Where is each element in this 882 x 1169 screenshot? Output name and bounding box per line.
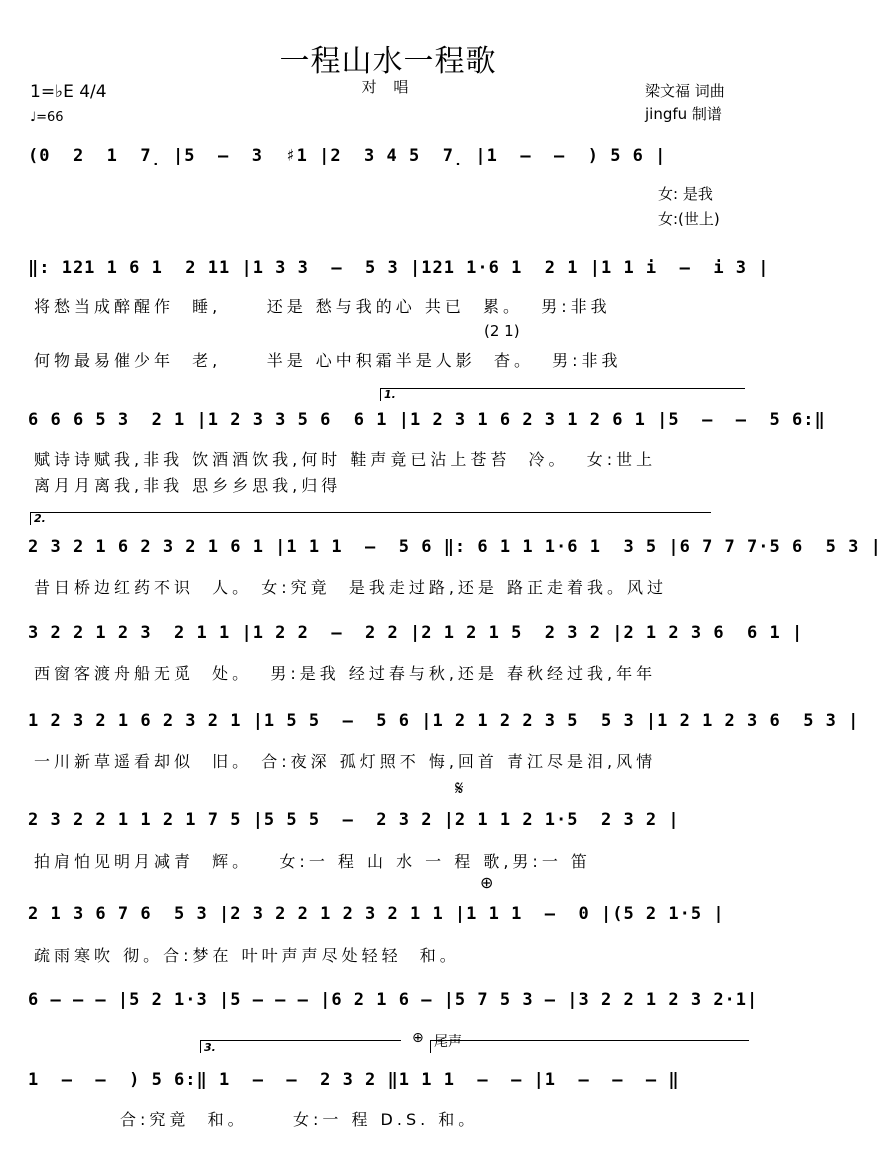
- second-ending-label: 2.: [34, 512, 46, 525]
- part-label-female-2: 女:(世上): [658, 210, 720, 228]
- system-3-notes: 2 3 2 1 6 2 3 2 1 6 1 |1 1 1 – 5 6 ‖: 6 1 1 1·6 1 3 5 |6 7 7 7·5 6 5 3 |: [28, 537, 882, 557]
- song-subtitle: 对 唱: [361, 78, 415, 96]
- system-9-notes: 1 – – ) 5 6:‖ 1 – – 2 3 2 ‖1 1 1 – – |1 – – – ‖: [28, 1070, 680, 1090]
- system-1-notes: ‖: 121 1 6 1 2 11 |1 3 3 – 5 3 |121 1·6 1 2 1 |1 1 i – i 3 |: [28, 258, 770, 278]
- coda-sign-end: ⊕: [412, 1030, 424, 1046]
- key-signature: 1=♭E 4/4: [30, 82, 107, 102]
- intro-notes: (0 2 1 7̣ |5 – 3 ♯1 |2 3 4 5 7̣ |1 – – ) 5 6 |: [28, 146, 667, 166]
- system-6-notes: 2 3 2 2 1 1 2 1 7 5 |5 5 5 – 2 3 2 |2 1 1 2 1·5 2 3 2 |: [28, 810, 680, 830]
- system-4-lyric-1: 西窗客渡舟船无觅 处。 男:是我 经过春与秋,还是 春秋经过我,年年: [34, 664, 657, 683]
- system-7-lyric-1: 疏雨寒吹 彻。合:梦在 叶叶声声尽处轻轻 和。: [34, 946, 460, 965]
- third-ending-label: 3.: [204, 1041, 216, 1054]
- system-1-variant-marker: (2 1): [484, 322, 520, 340]
- coda-bracket: [430, 1040, 749, 1053]
- segno-sign: 𝄋: [455, 776, 464, 800]
- system-2-lyric-1: 赋诗诗赋我,非我 饮酒酒饮我,何时 鞋声竟已沾上苍苔 冷。 女:世上: [34, 450, 657, 469]
- system-2-lyric-2: 离月月离我,非我 思乡乡思我,归得: [34, 476, 342, 495]
- third-ending-bracket: [200, 1040, 401, 1053]
- coda-sign: ⊕: [480, 873, 494, 892]
- system-4-notes: 3 2 2 1 2 3 2 1 1 |1 2 2 – 2 2 |2 1 2 1 5 2 3 2 |2 1 2 3 6 6 1 |: [28, 623, 804, 643]
- first-ending-label: 1.: [384, 388, 396, 401]
- part-label-female-1: 女: 是我: [658, 185, 713, 203]
- tempo-marking: ♩=66: [30, 110, 64, 125]
- transcriber-credit: jingfu 制谱: [645, 105, 722, 123]
- first-ending-bracket: [380, 388, 745, 401]
- system-8-notes: 6 – – – |5 2 1·3 |5 – – – |6 2 1 6 – |5 7 5 3 – |3 2 2 1 2 3 2·1|: [28, 990, 759, 1010]
- song-title: 一程山水一程歌: [279, 44, 497, 79]
- system-1-lyric-1: 将愁当成醉醒作 睡, 还是 愁与我的心 共已 累。 男:非我: [34, 297, 611, 316]
- system-1-lyric-2: 何物最易催少年 老, 半是 心中积霜半是人影 杳。 男:非我: [34, 351, 622, 370]
- lyricist-composer-credit: 梁文福 词曲: [645, 82, 725, 100]
- second-ending-bracket: [30, 512, 711, 525]
- system-6-lyric-1: 拍肩怕见明月减青 辉。 女:一 程 山 水 一 程 歌,男:一 笛: [34, 852, 591, 871]
- coda-label: 尾声: [434, 1034, 462, 1050]
- system-9-lyric-1: 合:究竟 和。 女:一 程 D.S. 和。: [120, 1110, 479, 1129]
- system-3-lyric-1: 昔日桥边红药不识 人。 女:究竟 是我走过路,还是 路正走着我。风过: [34, 578, 667, 597]
- system-5-lyric-1: 一川新草遥看却似 旧。 合:夜深 孤灯照不 悔,回首 青江尽是泪,风情: [34, 752, 657, 771]
- system-5-notes: 1 2 3 2 1 6 2 3 2 1 |1 5 5 – 5 6 |1 2 1 2 2 3 5 5 3 |1 2 1 2 3 6 5 3 |: [28, 711, 860, 731]
- system-2-notes: 6 6 6 5 3 2 1 |1 2 3 3 5 6 6 1 |1 2 3 1 6 2 3 1 2 6 1 |5 – – 5 6:‖: [28, 410, 826, 430]
- system-7-notes: 2 1 3 6 7 6 5 3 |2 3 2 2 1 2 3 2 1 1 |1 1 1 – 0 |(5 2 1·5 |: [28, 904, 725, 924]
